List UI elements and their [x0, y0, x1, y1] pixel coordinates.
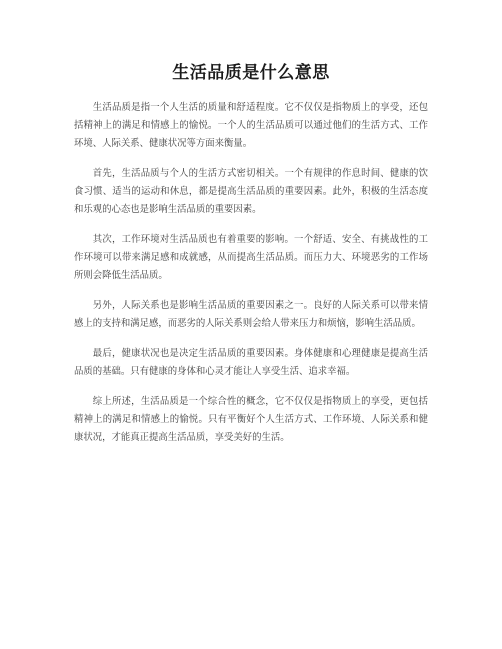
paragraph-conclusion: 综上所述，生活品质是一个综合性的概念，它不仅仅是指物质上的享受，更包括精神上的满足和情感上的愉悦。只有平衡好个人生活方式、工作环境、人际关系和健康状况，才能真正提高生活品质，享受美好的生活。	[74, 396, 428, 443]
document-title: 生活品质是什么意思	[172, 63, 330, 83]
paragraph-lifestyle: 首先，生活品质与个人的生活方式密切相关。一个有规律的作息时间、健康的饮食习惯、适当的运动和休息，都是提高生活品质的重要因素。此外，积极的生活态度和乐观的心态也是影响生活品质的重要因素。	[74, 168, 428, 215]
paragraph-intro: 生活品质是指一个人生活的质量和舒适程度。它不仅仅是指物质上的享受，还包括精神上的满足和情感上的愉悦。一个人的生活品质可以通过他们的生活方式、工作环境、人际关系、健康状况等方面来衡量。	[74, 102, 428, 149]
paragraph-work-environment: 其次，工作环境对生活品质也有着重要的影响。一个舒适、安全、有挑战性的工作环境可以带来满足感和成就感，从而提高生活品质。而压力大、环境恶劣的工作场所则会降低生活品质。	[74, 234, 428, 281]
paragraph-relationships: 另外，人际关系也是影响生活品质的重要因素之一。良好的人际关系可以带来情感上的支持和满足感，而恶劣的人际关系则会给人带来压力和烦恼，影响生活品质。	[74, 300, 428, 329]
paragraph-health: 最后，健康状况也是决定生活品质的重要因素。身体健康和心理健康是提高生活品质的基础。只有健康的身体和心灵才能让人享受生活、追求幸福。	[74, 348, 428, 377]
document-body	[74, 99, 428, 447]
